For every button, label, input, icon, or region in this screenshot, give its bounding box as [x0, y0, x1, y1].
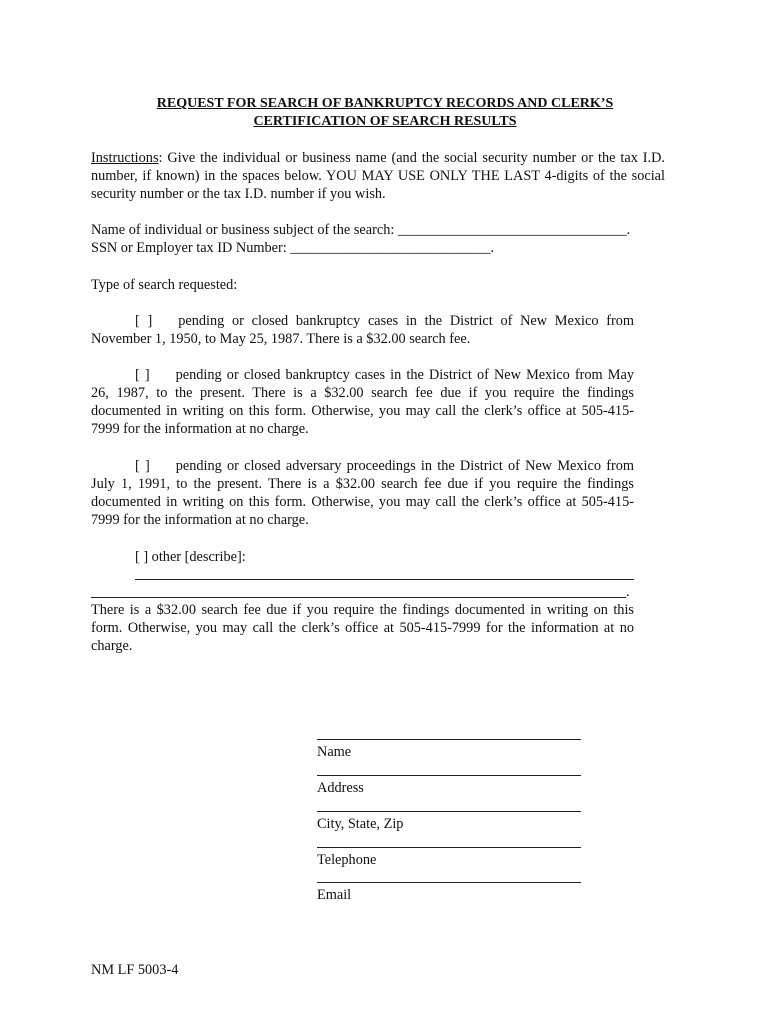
instructions-text: : Give the individual or business name (and the social security number or the tax I.D. number, if known) in the spaces below. YOU MAY USE ONLY THE LAST 4-digits of the social security number or the tax I.D. number if you wish.	[91, 150, 665, 202]
option-2	[91, 366, 634, 438]
city-state-zip-signature-line[interactable]	[317, 811, 581, 812]
option-1-checkbox[interactable]: [ ]	[135, 313, 153, 329]
telephone-label: Telephone	[317, 852, 377, 868]
other-line-period: .	[626, 584, 630, 600]
option-2-text: pending or closed bankruptcy cases in the District of New Mexico from May 26, 1987, to the present. There is a $32.00 search fee due if you require the findings documented in writing on this form. Otherwise, you may call the clerk’s office at 505-415-7999 for the information at no charge.	[91, 367, 634, 437]
instructions-label: Instructions	[91, 150, 159, 166]
other-option-label[interactable]: [ ] other [describe]:	[135, 549, 246, 565]
other-fee-note: There is a $32.00 search fee due if you require the findings documented in writing on this form. Otherwise, you may call the clerk’s office at 505-415-7999 for the information at no charge.	[91, 602, 634, 654]
name-label: Name	[317, 744, 352, 760]
city-state-zip-label: City, State, Zip	[317, 816, 404, 832]
telephone-signature-line[interactable]	[317, 847, 581, 848]
form-title-line-2: CERTIFICATION OF SEARCH RESULTS	[253, 114, 517, 129]
subject-name-field[interactable]: Name of individual or business subject of the search: ________________________________.	[91, 222, 631, 238]
other-describe-line-1[interactable]	[135, 579, 634, 580]
name-signature-line[interactable]	[317, 739, 581, 740]
option-3-checkbox[interactable]: [ ]	[135, 458, 150, 474]
address-signature-line[interactable]	[317, 775, 581, 776]
form-title-line-1: REQUEST FOR SEARCH OF BANKRUPTCY RECORDS AND CLERK’S	[156, 96, 614, 111]
option-1	[91, 312, 634, 348]
form-number-footer: NM LF 5003-4	[91, 962, 179, 978]
ssn-field[interactable]: SSN or Employer tax ID Number: ____________________________.	[91, 240, 495, 256]
instructions-paragraph	[91, 149, 665, 203]
option-1-text: pending or closed bankruptcy cases in the District of New Mexico from November 1, 1950, to May 25, 1987. There is a $32.00 search fee.	[91, 313, 634, 347]
email-signature-line[interactable]	[317, 882, 581, 883]
other-describe-line-2[interactable]	[91, 597, 626, 598]
search-type-heading: Type of search requested:	[91, 277, 238, 293]
option-3	[91, 457, 634, 529]
email-label: Email	[317, 887, 352, 903]
option-2-checkbox[interactable]: [ ]	[135, 367, 150, 383]
address-label: Address	[317, 780, 364, 796]
option-3-text: pending or closed adversary proceedings in the District of New Mexico from July 1, 1991, to the present. There is a $32.00 search fee due if you require the findings documented in writing on this form. Otherwise, you may call the clerk’s office at 505-415-7999 for the information at no charge.	[91, 458, 634, 528]
